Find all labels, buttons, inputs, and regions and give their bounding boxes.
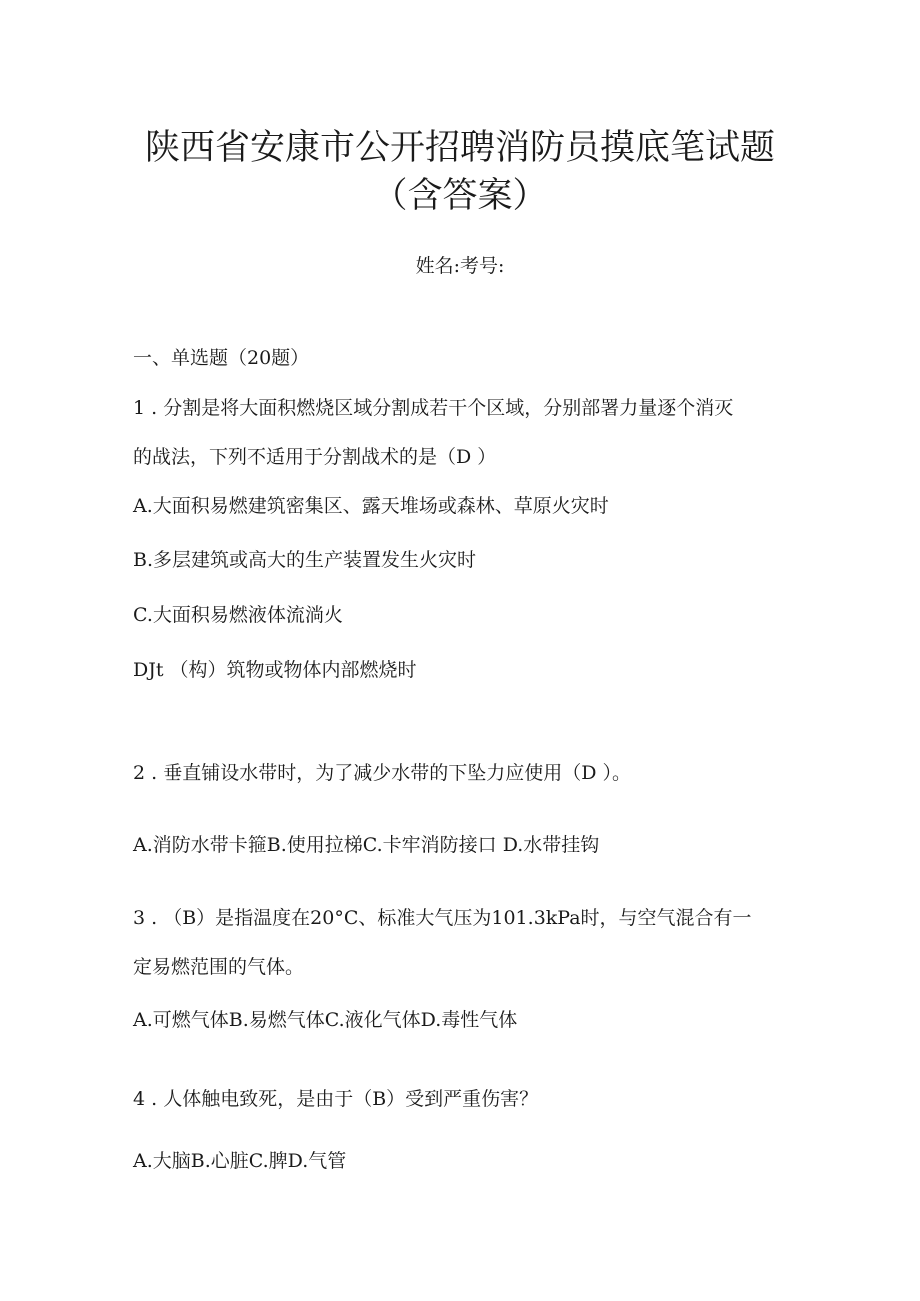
question-3-options: A.可燃气体B.易燃气体C.液化气体D.毒性气体 — [133, 1009, 518, 1031]
question-3-stem-line2: 定易燃范围的气体。 — [133, 956, 305, 978]
question-4-options: A.大脑B.心脏C.脾D.气管 — [133, 1150, 347, 1172]
question-1-stem-line2: 的战法，下列不适用于分割战术的是（D ） — [133, 446, 497, 468]
section-heading: 一、单选题（20题） — [133, 347, 310, 369]
name-id-line: 姓名:考号: — [415, 255, 505, 277]
question-4-stem-line1: 4 . 人体触电致死，是由于（B）受到严重伤害？ — [133, 1088, 539, 1110]
question-1-option-c: C.大面积易燃液体流淌火 — [133, 604, 343, 626]
question-3-stem-line1: 3 . （B）是指温度在20°C、标准大气压为101.3kPa时，与空气混合有一 — [133, 907, 752, 929]
question-1-option-d: DJt （构）筑物或物体内部燃烧时 — [133, 659, 417, 681]
question-1-option-a: A.大面积易燃建筑密集区、露天堆场或森林、草原火灾时 — [133, 495, 609, 517]
document-title-line2: （含答案） — [372, 176, 548, 216]
question-2-options: A.消防水带卡箍B.使用拉梯C.卡牢消防接口 D.水带挂钩 — [133, 834, 600, 856]
document-title-line1: 陕西省安康市公开招聘消防员摸底笔试题 — [144, 128, 775, 168]
question-2-stem-line1: 2 . 垂直铺设水带时，为了减少水带的下坠力应使用（D ）。 — [133, 762, 631, 784]
question-1-stem-line1: 1 . 分割是将大面积燃烧区域分割成若干个区域，分别部署力量逐个消灭 — [133, 397, 734, 419]
question-1-option-b: B.多层建筑或高大的生产装置发生火灾时 — [133, 549, 477, 571]
